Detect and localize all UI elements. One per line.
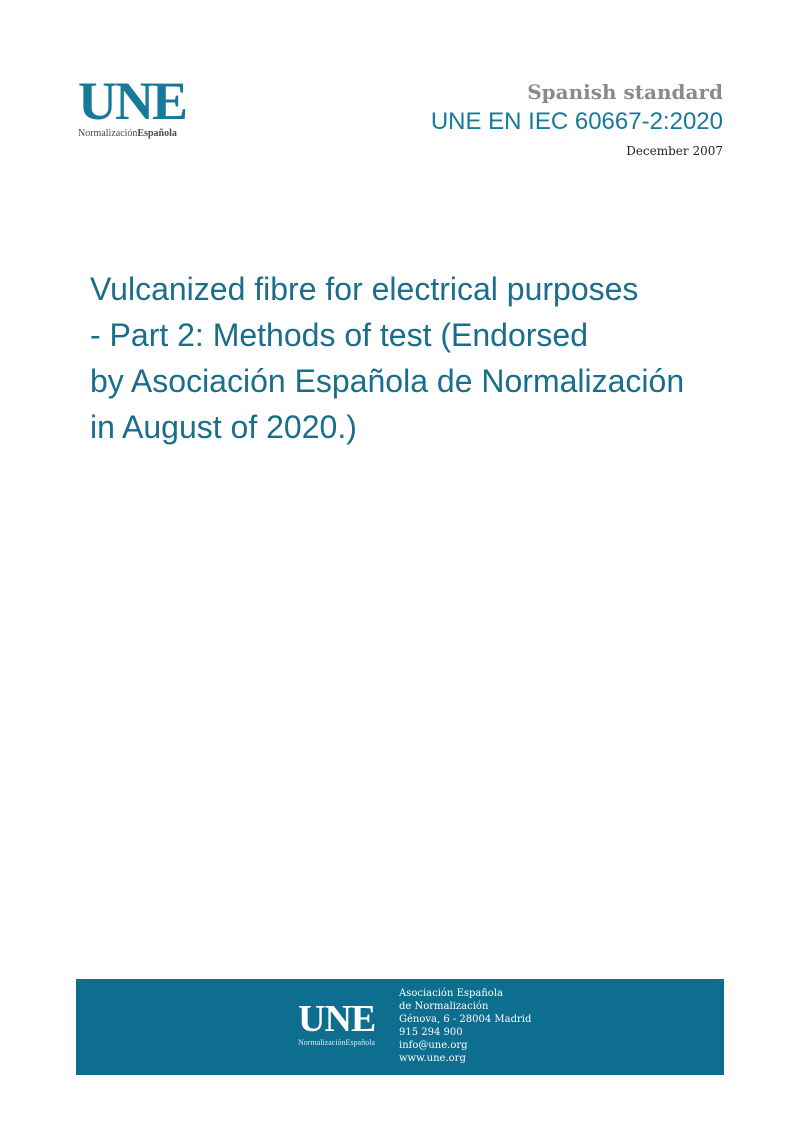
footer-logo-sub-regular: Normalización: [298, 1038, 346, 1047]
website-line: www.une.org: [399, 1053, 466, 1064]
document-header: [431, 78, 723, 160]
document-title: [90, 266, 730, 450]
document-code: UNE EN IEC 60667-2:2020: [430, 108, 723, 135]
address-line: Génova, 6 - 28004 Madrid: [399, 1014, 532, 1025]
title-line: in August of 2020.): [90, 409, 357, 445]
footer-logo-mark: UNE: [298, 998, 376, 1040]
footer-band: [76, 979, 724, 1075]
email-line: info@une.org: [399, 1040, 468, 1051]
footer-logo-subtitle: [298, 1038, 388, 1047]
title-line: by Asociación Española de Normalización: [90, 363, 685, 399]
title-line: Vulcanized fibre for electrical purposes: [90, 271, 639, 307]
org-name-line: de Normalización: [399, 1001, 489, 1012]
phone-line: 915 294 900: [399, 1027, 463, 1038]
document-type: Spanish standard: [527, 80, 723, 104]
org-name-line: Asociación Española: [399, 988, 503, 999]
title-line: - Part 2: Methods of test (Endorsed: [90, 317, 589, 353]
document-date: December 2007: [626, 144, 723, 158]
footer-une-logo: [298, 998, 388, 1047]
footer-contact-info: [399, 987, 531, 1065]
logo-sub-regular: Normalización: [78, 128, 138, 139]
une-logo: [78, 71, 198, 139]
logo-sub-bold: Española: [137, 128, 177, 139]
une-logo-mark: UNE: [78, 71, 187, 131]
footer-logo-sub-bold: Española: [345, 1038, 375, 1047]
